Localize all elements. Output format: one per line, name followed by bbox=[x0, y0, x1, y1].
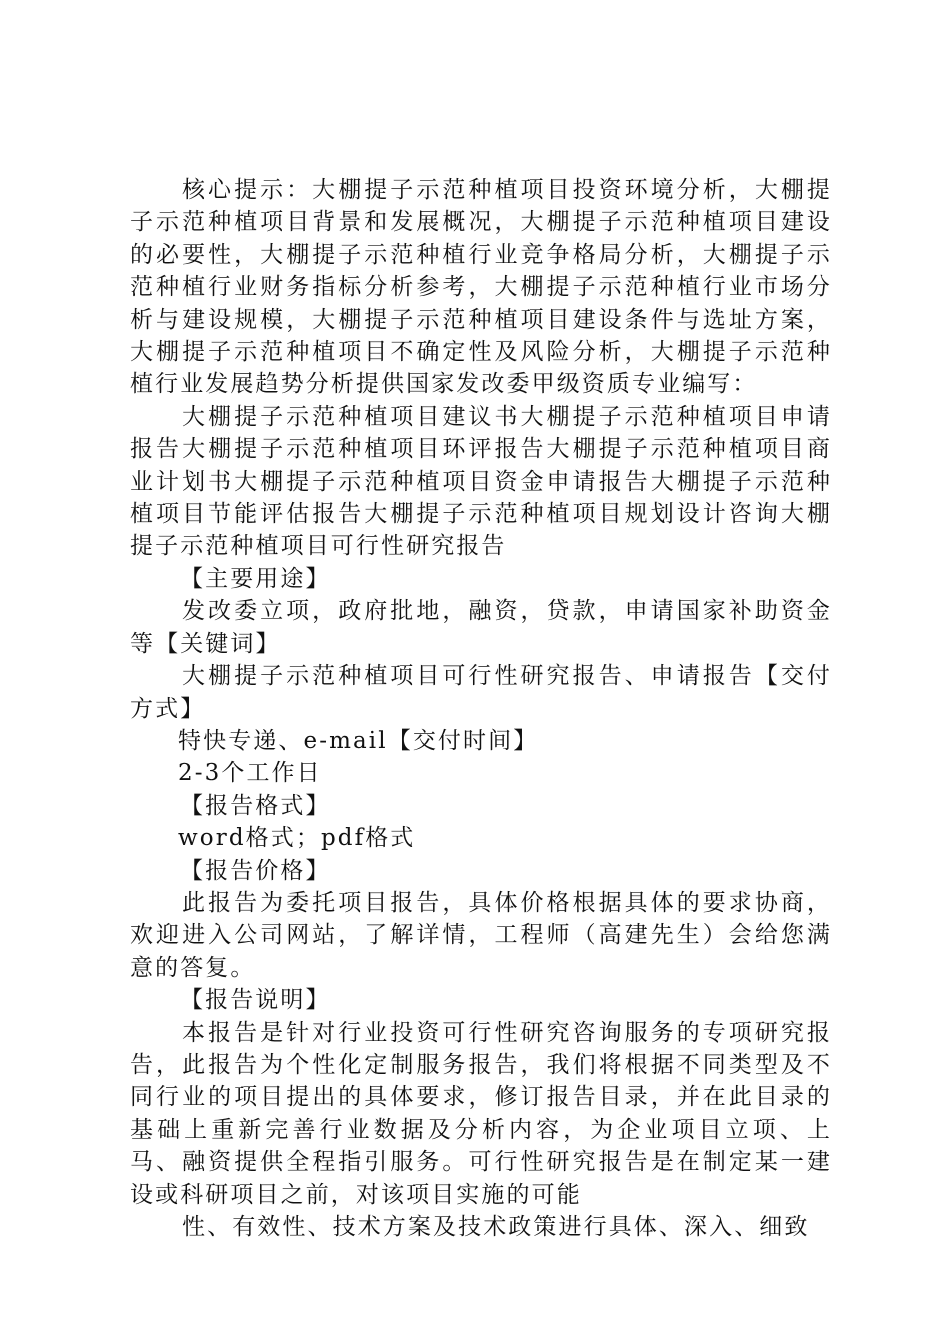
paragraph-report-types: 大棚提子示范种植项目建议书大棚提子示范种植项目申请报告大棚提子示范种植项目环评报告大棚提子示范种植项目商业计划书大棚提子示范种植项目资金申请报告大棚提子示范种植项目节能评估报告大棚提子示范种植项目规划设计咨询大棚提子示范种植项目可行性研究报告 bbox=[130, 403, 832, 560]
paragraph-report-description: 本报告是针对行业投资可行性研究咨询服务的专项研究报告，此报告为个性化定制服务报告，我们将根据不同类型及不同行业的项目提出的具体要求，修订报告目录，并在此目录的基础上重新完善行业数据及分析内容，为企业项目立项、上马、融资提供全程指引服务。可行性研究报告是在制定某一建设或科研项目之前，对该项目实施的可能 bbox=[130, 1019, 832, 1208]
paragraph-delivery-method: 特快专递、e-mail【交付时间】 bbox=[178, 727, 539, 754]
paragraph-delivery-time: 2-3个工作日 bbox=[178, 760, 322, 787]
heading-report-price: 【报告价格】 bbox=[180, 857, 331, 884]
paragraph-main-use: 发改委立项，政府批地，融资，贷款，申请国家补助资金等【关键词】 bbox=[130, 598, 832, 657]
paragraph-report-price: 此报告为委托项目报告，具体价格根据具体的要求协商，欢迎进入公司网站，了解详情，工程师（高建先生）会给您满意的答复。 bbox=[130, 889, 832, 981]
paragraph-continuation: 性、有效性、技术方案及技术政策进行具体、深入、细致 bbox=[182, 1214, 810, 1240]
paragraph-report-format: word格式；pdf格式 bbox=[178, 825, 416, 852]
heading-report-format: 【报告格式】 bbox=[180, 792, 331, 819]
paragraph-keywords: 大棚提子示范种植项目可行性研究报告、申请报告【交付方式】 bbox=[130, 663, 832, 722]
heading-report-description: 【报告说明】 bbox=[180, 987, 331, 1014]
paragraph-core-summary: 核心提示：大棚提子示范种植项目投资环境分析，大棚提子示范种植项目背景和发展概况，大棚提子示范种植项目建设的必要性，大棚提子示范种植行业竞争格局分析，大棚提子示范种植行业财务指标分析参考，大棚提子示范种植行业市场分析与建设规模，大棚提子示范种植项目建设条件与选址方案，大棚提子示范种植项目不确定性及风险分析，大棚提子示范种植行业发展趋势分析提供国家发改委甲级资质专业编写： bbox=[130, 177, 832, 398]
document-body bbox=[130, 174, 832, 1243]
heading-main-use: 【主要用途】 bbox=[180, 565, 331, 592]
